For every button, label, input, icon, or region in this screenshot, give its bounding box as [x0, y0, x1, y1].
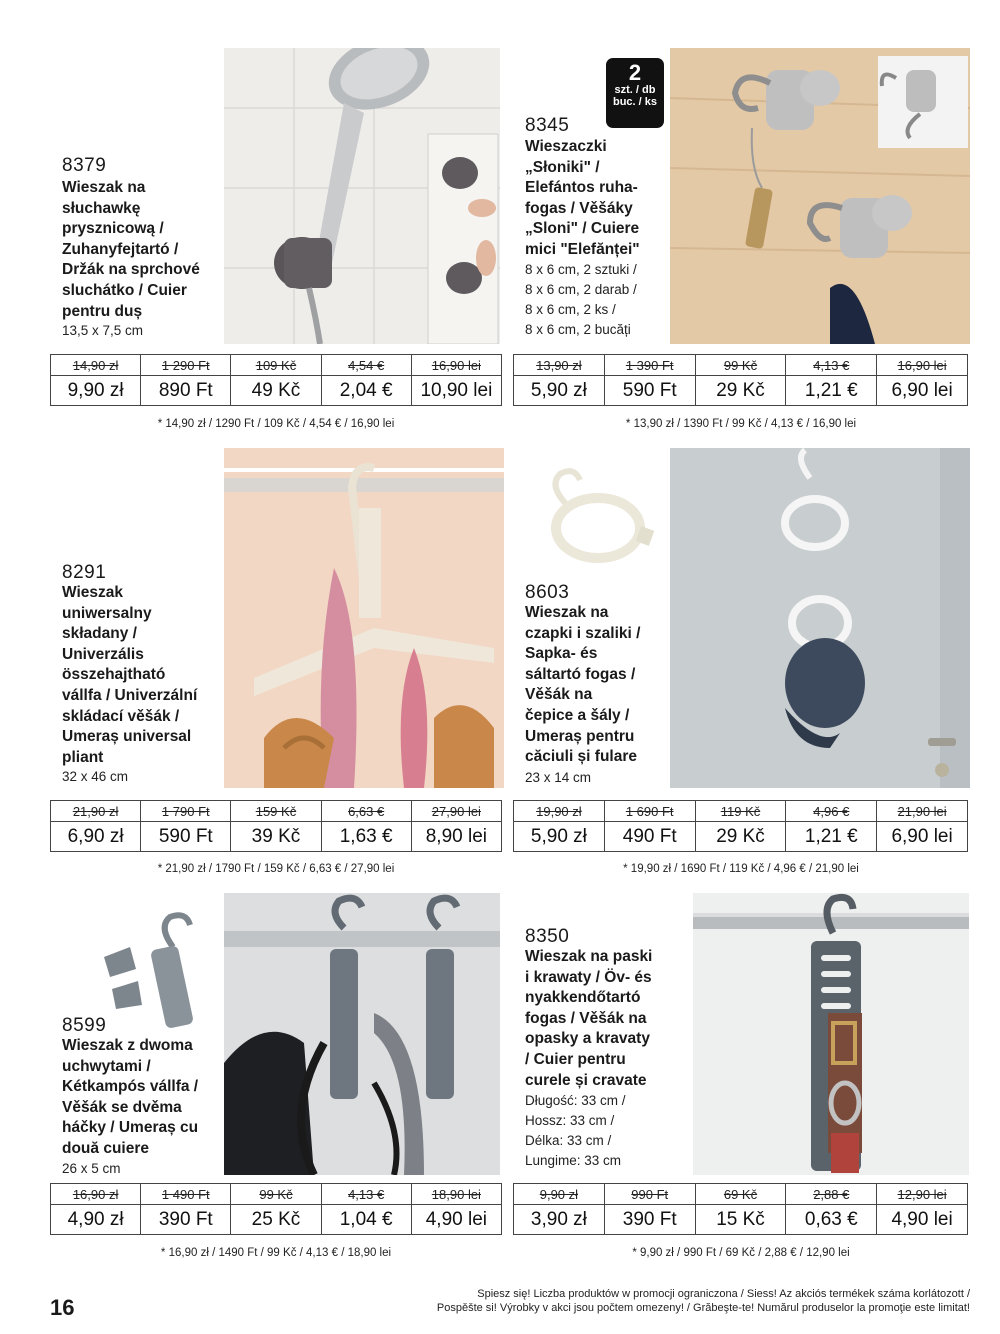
new-price-pln: 3,90 zł [514, 1205, 605, 1235]
old-price-czk: 69 Kč [695, 1184, 786, 1205]
new-price-ron: 6,90 lei [877, 376, 968, 406]
product-code: 8379 [62, 155, 107, 176]
old-price-czk: 109 Kč [231, 355, 321, 376]
product-dimensions: 8 x 6 cm, 2 sztuki / 8 x 6 cm, 2 darab / 8 x 6 cm, 2 ks / 8 x 6 cm, 2 bucăți [525, 262, 637, 337]
new-price-czk: 25 Kč [231, 1205, 321, 1235]
price-footnote: * 13,90 zł / 1390 Ft / 99 Kč / 4,13 € / 16,90 lei [625, 418, 857, 430]
old-price-eur: 6,63 € [321, 801, 411, 822]
new-price-ron: 10,90 lei [411, 376, 501, 406]
product-name: Wieszak z dwoma uchwytami / Kétkampós vállfa / Věšák se dvěma háčky / Umeraș cu două cuiere [62, 1037, 199, 1157]
price-table [50, 1183, 502, 1235]
price-footnote: * 9,90 zł / 990 Ft / 69 Kč / 2,88 € / 12,90 lei [632, 1247, 850, 1259]
new-price-pln: 9,90 zł [51, 376, 141, 406]
old-price-eur: 4,13 € [321, 1184, 411, 1205]
product-photo-belt-tie-hanger [693, 893, 969, 1175]
product-8379 [0, 0, 500, 440]
new-price-pln: 4,90 zł [51, 1205, 141, 1235]
new-price-eur: 1,21 € [786, 822, 877, 852]
product-code: 8603 [525, 582, 570, 603]
price-table [513, 354, 968, 406]
new-price-czk: 29 Kč [695, 376, 786, 406]
product-8345 [500, 0, 1000, 440]
page-number: 16 [50, 1295, 75, 1320]
new-price-huf: 490 Ft [604, 822, 695, 852]
new-price-huf: 590 Ft [141, 822, 231, 852]
product-photo-two-hook-hanger-small [98, 907, 208, 1032]
old-price-ron: 12,90 lei [877, 1184, 968, 1205]
product-photo-cap-on-door [670, 448, 970, 788]
product-8350 [500, 885, 1000, 1270]
new-price-huf: 390 Ft [141, 1205, 231, 1235]
product-name: Wieszaczki „Słoniki" / Elefántos ruha- fogas / Věšáky „Sloni" / Cuiere mici "Elefănței" [525, 138, 640, 258]
old-price-pln: 21,90 zł [51, 801, 141, 822]
product-name: Wieszak na paski i krawaty / Öv- és nyakkendőtartó fogas / Věšák na opasky a kravaty / Cuier pentru curele și cravate [525, 948, 653, 1089]
new-price-huf: 590 Ft [604, 376, 695, 406]
old-price-pln: 9,90 zł [514, 1184, 605, 1205]
old-price-huf: 1 790 Ft [141, 801, 231, 822]
old-price-eur: 4,54 € [321, 355, 411, 376]
price-table [513, 1183, 968, 1235]
new-price-czk: 15 Kč [695, 1205, 786, 1235]
stock-disclaimer: Spiesz się! Liczba produktów w promocji ograniczona / Siess! Az akciós termékek száma korlátozott / Pospěšte si! Výrobky v akci jsou počtem omezeny! / Grăbeşte-te! Numărul produselor la promoţie este limitat! [436, 1288, 970, 1314]
new-price-eur: 1,63 € [321, 822, 411, 852]
product-code: 8350 [525, 926, 570, 947]
new-price-pln: 6,90 zł [51, 822, 141, 852]
price-footnote: * 19,90 zł / 1690 Ft / 119 Kč / 4,96 € / 21,90 lei [623, 863, 859, 875]
new-price-ron: 4,90 lei [877, 1205, 968, 1235]
product-name: Wieszak na czapki i szaliki / Sapka- és sáltartó fogas / Věšák na čepice a šály / Umeraș pentru căciuli și fulare [525, 604, 641, 766]
new-price-czk: 49 Kč [231, 376, 321, 406]
old-price-huf: 990 Ft [604, 1184, 695, 1205]
old-price-ron: 16,90 lei [877, 355, 968, 376]
price-footnote: * 14,90 zł / 1290 Ft / 109 Kč / 4,54 € / 16,90 lei [157, 418, 395, 430]
old-price-czk: 159 Kč [231, 801, 321, 822]
product-photo-elephant-hooks [670, 48, 970, 344]
product-photo-shower-holder [224, 48, 500, 344]
product-dimensions: 23 x 14 cm [525, 770, 592, 785]
old-price-ron: 27,90 lei [411, 801, 501, 822]
old-price-huf: 1 690 Ft [604, 801, 695, 822]
price-table [513, 800, 968, 852]
new-price-ron: 4,90 lei [411, 1205, 501, 1235]
new-price-pln: 5,90 zł [514, 822, 605, 852]
new-price-eur: 1,04 € [321, 1205, 411, 1235]
old-price-czk: 119 Kč [695, 801, 786, 822]
old-price-czk: 99 Kč [695, 355, 786, 376]
product-code: 8291 [62, 562, 107, 583]
new-price-pln: 5,90 zł [514, 376, 605, 406]
price-footnote: * 16,90 zł / 1490 Ft / 99 Kč / 4,13 € / 18,90 lei [160, 1247, 392, 1259]
quantity-badge: 2 szt. / db buc. / ks [606, 58, 664, 128]
product-name: Wieszak na słuchawkę prysznicową / Zuhanyfejtartó / Držák na sprchové sluchátko / Cuier pentru duș [62, 179, 200, 320]
new-price-ron: 6,90 lei [877, 822, 968, 852]
new-price-eur: 0,63 € [786, 1205, 877, 1235]
old-price-huf: 1 390 Ft [604, 355, 695, 376]
old-price-huf: 1 490 Ft [141, 1184, 231, 1205]
product-photo-ring-hanger [528, 466, 663, 566]
product-dimensions: 26 x 5 cm [62, 1161, 121, 1176]
new-price-eur: 1,21 € [786, 376, 877, 406]
product-8291 [0, 440, 500, 885]
price-footnote: * 21,90 zł / 1790 Ft / 159 Kč / 6,63 € / 27,90 lei [157, 863, 395, 875]
new-price-huf: 890 Ft [141, 376, 231, 406]
old-price-pln: 19,90 zł [514, 801, 605, 822]
old-price-eur: 4,96 € [786, 801, 877, 822]
new-price-eur: 2,04 € [321, 376, 411, 406]
old-price-ron: 16,90 lei [411, 355, 501, 376]
product-name: Wieszak uniwersalny składany / Univerzális összehajtható vállfa / Univerzální skládací věšák / Umeraș universal pliant [62, 584, 198, 766]
new-price-czk: 39 Kč [231, 822, 321, 852]
old-price-pln: 14,90 zł [51, 355, 141, 376]
old-price-czk: 99 Kč [231, 1184, 321, 1205]
old-price-pln: 13,90 zł [514, 355, 605, 376]
product-dimensions: Długość: 33 cm / Hossz: 33 cm / Délka: 33 cm / Lungime: 33 cm [525, 1093, 626, 1168]
product-code: 8599 [62, 1015, 107, 1036]
new-price-ron: 8,90 lei [411, 822, 501, 852]
product-photo-folding-hanger [224, 448, 504, 788]
product-8603 [500, 440, 1000, 885]
product-dimensions: 13,5 x 7,5 cm [62, 323, 144, 338]
old-price-huf: 1 290 Ft [141, 355, 231, 376]
new-price-huf: 390 Ft [604, 1205, 695, 1235]
product-dimensions: 32 x 46 cm [62, 769, 129, 784]
new-price-czk: 29 Kč [695, 822, 786, 852]
price-table [50, 354, 502, 406]
old-price-eur: 2,88 € [786, 1184, 877, 1205]
price-table [50, 800, 502, 852]
old-price-pln: 16,90 zł [51, 1184, 141, 1205]
old-price-ron: 21,90 lei [877, 801, 968, 822]
product-8599 [0, 885, 500, 1270]
old-price-eur: 4,13 € [786, 355, 877, 376]
old-price-ron: 18,90 lei [411, 1184, 501, 1205]
product-code: 8345 [525, 115, 570, 136]
product-photo-two-hook-hanger [224, 893, 500, 1175]
